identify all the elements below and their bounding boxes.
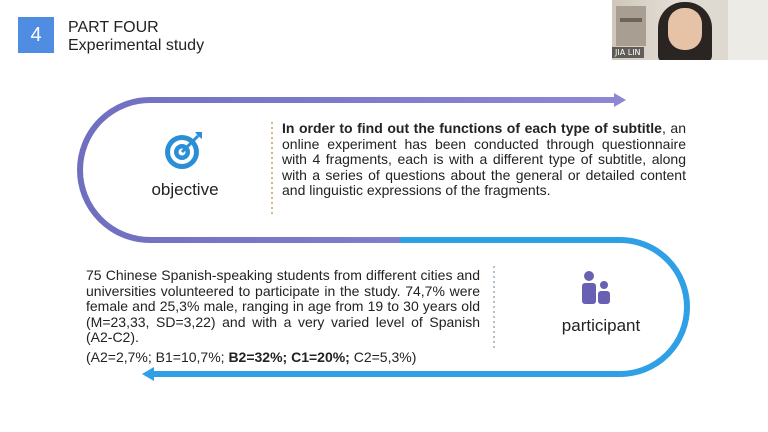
top-arrow-head [614, 93, 626, 107]
part-title: Experimental study [68, 37, 205, 54]
part-number-badge: 4 [18, 17, 54, 53]
target-icon [162, 128, 206, 172]
objective-label: objective [151, 180, 219, 199]
video-name-tag: JIA LIN [612, 47, 644, 58]
objective-text [282, 121, 686, 199]
part-label: PART FOUR [68, 19, 159, 36]
levels-prefix: (A2=2,7%; B1=10,7%; [86, 349, 229, 365]
participant-label: participant [561, 316, 641, 335]
levels-bold: B2=32%; C1=20%; [228, 349, 350, 365]
objective-body-text: , an online experiment has been conducted through questionnaire with 4 fragments, each is with a different type of subtitle, along with a series of questions about the general or detailed content and linguistic expressions of the fragments. [282, 120, 686, 199]
levels-suffix: C2=5,3%) [349, 349, 417, 365]
participant-text: 75 Chinese Spanish-speaking students from different cities and universities volunteered to participate in the study. 74,7% were female and 25,3% male, ranging in age from 19 to 30 years old (M=23,33, SD=3,22) and with a very varied level of Spanish (A2-C2). [86, 267, 480, 346]
participant-levels [86, 350, 506, 366]
objective-bold-text: In order to find out the functions of each type of subtitle [282, 120, 662, 136]
people-icon [578, 270, 614, 306]
bottom-arrow-head [142, 367, 154, 381]
